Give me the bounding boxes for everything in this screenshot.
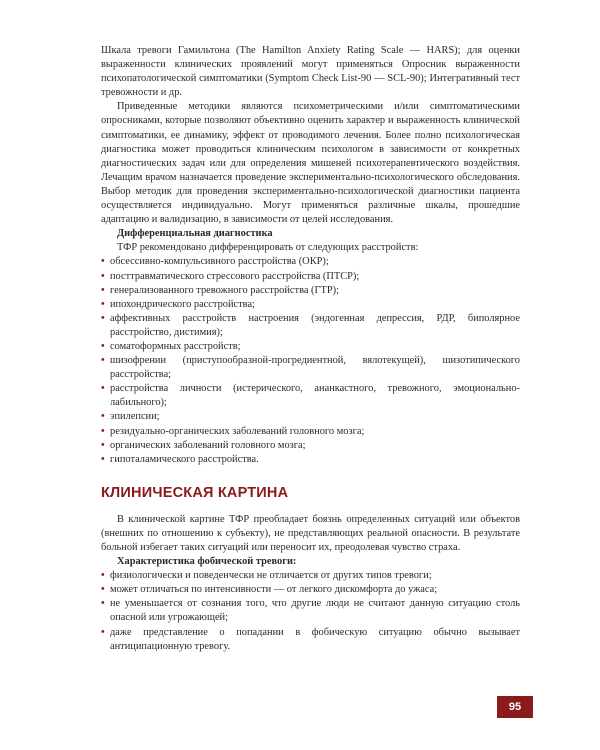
list-item <box>101 354 520 382</box>
bullet-icon: • <box>101 439 105 451</box>
list-item <box>101 382 520 410</box>
clinical-paragraph: В клинической картине ТФР преобладает боязнь определенных ситуаций или объектов (внешних по отношению к субъекту), не представляющих реальной опасности. В результате больной избегает таких ситуаций или переносит их, преодолевая чувство страха. <box>101 513 520 553</box>
list-item-text: физиологически и поведенчески не отличается от других типов тревоги; <box>110 570 432 582</box>
bullet-icon: • <box>101 355 105 367</box>
differential-list <box>101 255 520 466</box>
list-item <box>101 270 520 284</box>
list-item-text: обсессивно-компульсивного расстройства (ОКР); <box>110 256 329 268</box>
list-item-text: шизофрении (приступообразной-прогредиентной, вялотекущей), шизотипического расстройства; <box>110 355 520 381</box>
list-item <box>101 284 520 298</box>
list-item <box>101 425 520 439</box>
bullet-icon: • <box>101 312 105 324</box>
list-item-text: аффективных расстройств настроения (эндогенная депрессия, РДР, биполярное расстройство, дистимия); <box>110 312 520 338</box>
list-item-text: ипохондрического расстройства; <box>110 298 255 310</box>
bullet-icon: • <box>101 284 105 296</box>
clinical-subheading: Характеристика фобической тревоги: <box>117 556 297 568</box>
list-item <box>101 298 520 312</box>
bullet-icon: • <box>101 453 105 465</box>
list-item <box>101 597 520 625</box>
list-item-text: расстройства личности (истерического, ананкастного, тревожного, эмоционально-лабильного); <box>110 383 520 409</box>
list-item <box>101 255 520 269</box>
list-item-text: даже представление о попадании в фобическую ситуацию обычно вызывает антиципационную тревогу. <box>110 626 520 652</box>
intro-paragraph-1: Шкала тревоги Гамильтона (The Hamilton Anxiety Rating Scale — HARS); для оценки выраженности клинических проявлений могут применяться Опросник выраженности психопатологической симптоматики (Symptom Check List-90 — SCL-90); Интегративный тест тревожности и др. <box>101 45 520 99</box>
list-item-text: гипоталамического расстройства. <box>110 453 259 465</box>
differential-lead: ТФР рекомендовано дифференцировать от следующих расстройств: <box>117 242 419 254</box>
bullet-icon: • <box>101 411 105 423</box>
bullet-icon: • <box>101 626 105 638</box>
bullet-icon: • <box>101 298 105 310</box>
clinical-list <box>101 569 520 654</box>
bullet-icon: • <box>101 598 105 610</box>
list-item <box>101 439 520 453</box>
list-item-text: не уменьшается от сознания того, что другие люди не считают данную ситуацию столь опасной или угрожающей; <box>110 598 520 624</box>
section-title: КЛИНИЧЕСКАЯ КАРТИНА <box>101 484 289 501</box>
intro-paragraph-2: Приведенные методики являются психометрическими и/или симптоматическими опросниками, которые позволяют объективно оценить характер и выраженность клинической симптоматики, ее динамику, эффект от проводимого лечения. Более полно психологическая диагностика может проводиться клиническим психологом в зависимости от конкретных диагностических задач или для определения мишеней психотерапевтического воздействия. Лечащим врачом назначается проведение экспериментально-психологического обследования. Выбор методик для проведения экспериментально-психологической диагностики пациента осуществляется индивидуально. Могут применяться различные шкалы, прошедшие адаптацию и валидизацию, в зависимости от целей исследования. <box>101 101 520 226</box>
list-item <box>101 583 520 597</box>
list-item-text: посттравматического стрессового расстройства (ПТСР); <box>110 270 360 282</box>
bullet-icon: • <box>101 425 105 437</box>
list-item <box>101 569 520 583</box>
list-item <box>101 410 520 424</box>
bullet-icon: • <box>101 383 105 395</box>
list-item-text: эпилепсии; <box>110 411 160 423</box>
bullet-icon: • <box>101 270 105 282</box>
bullet-icon: • <box>101 570 105 582</box>
page-number: 95 <box>497 696 533 718</box>
list-item <box>101 626 520 654</box>
bullet-icon: • <box>101 340 105 352</box>
differential-heading: Дифференциальная диагностика <box>117 228 273 240</box>
list-item <box>101 453 520 467</box>
list-item <box>101 312 520 340</box>
bullet-icon: • <box>101 584 105 596</box>
list-item-text: резидуально-органических заболеваний головного мозга; <box>110 425 365 437</box>
list-item-text: органических заболеваний головного мозга; <box>110 439 306 451</box>
page-content <box>101 44 520 654</box>
list-item-text: может отличаться по интенсивности — от легкого дискомфорта до ужаса; <box>110 584 438 596</box>
list-item-text: генерализованного тревожного расстройства (ГТР); <box>110 284 339 296</box>
bullet-icon: • <box>101 256 105 268</box>
list-item <box>101 340 520 354</box>
list-item-text: соматоформных расстройств; <box>110 340 241 352</box>
